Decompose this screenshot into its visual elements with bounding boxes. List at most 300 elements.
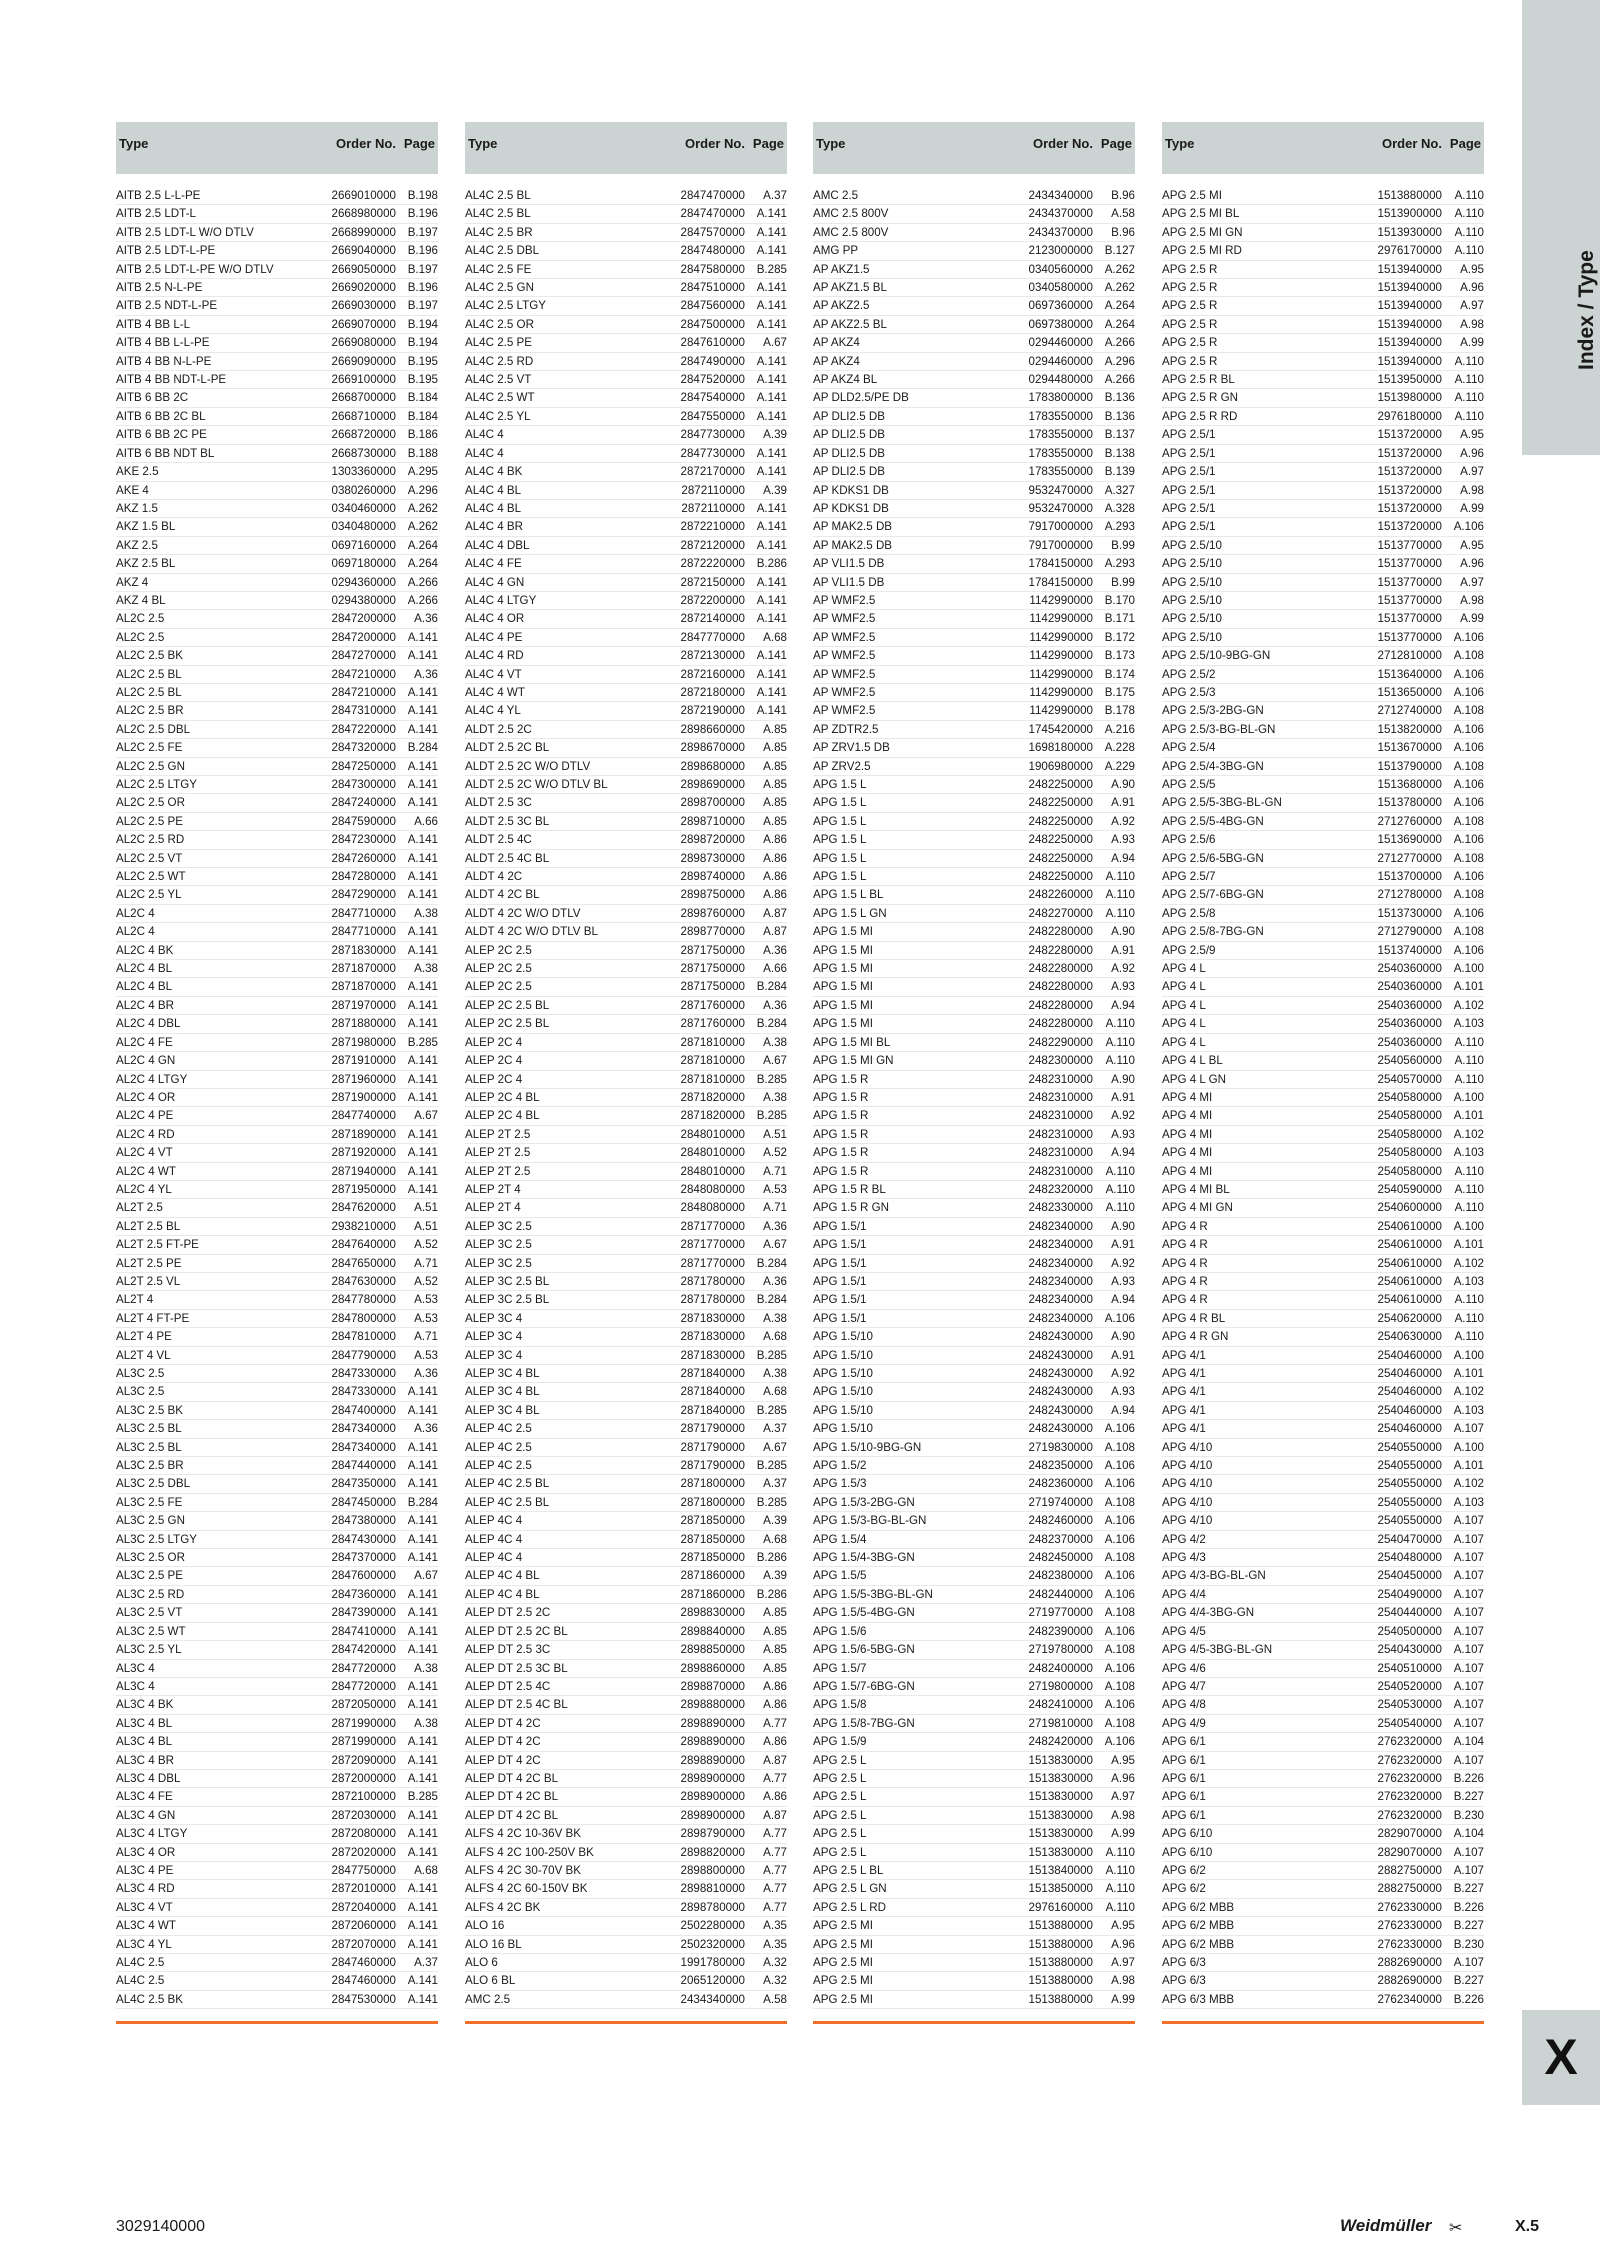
index-row bbox=[1162, 1788, 1484, 1806]
row-order-no: 2540550000 bbox=[1377, 1459, 1442, 1473]
row-order-no: 2669030000 bbox=[331, 299, 396, 313]
index-row bbox=[116, 205, 438, 223]
row-page: A.86 bbox=[763, 888, 787, 902]
row-order-no: 1513670000 bbox=[1377, 741, 1442, 755]
row-order-no: 1906980000 bbox=[1028, 759, 1093, 773]
row-order-no: 2434370000 bbox=[1028, 207, 1093, 221]
row-type: APG 4 L bbox=[1162, 998, 1206, 1012]
index-row bbox=[116, 242, 438, 260]
row-type: ALDT 2.5 2C bbox=[465, 722, 532, 736]
index-row bbox=[813, 831, 1135, 849]
index-row bbox=[813, 297, 1135, 315]
row-type: APG 2.5 MI bbox=[813, 1937, 873, 1951]
index-row bbox=[1162, 1439, 1484, 1457]
row-page: A.141 bbox=[407, 1900, 438, 1914]
index-row bbox=[465, 629, 787, 647]
row-order-no: 2668730000 bbox=[331, 446, 396, 460]
index-row bbox=[813, 408, 1135, 426]
row-order-no: 2719830000 bbox=[1028, 1440, 1093, 1454]
row-page: A.100 bbox=[1453, 1219, 1484, 1233]
row-type: ALEP 2C 4 BL bbox=[465, 1090, 540, 1104]
index-row bbox=[813, 1052, 1135, 1070]
row-page: B.197 bbox=[407, 262, 438, 276]
row-type: ALEP DT 4 2C BL bbox=[465, 1790, 559, 1804]
index-row bbox=[813, 1512, 1135, 1530]
row-page: A.68 bbox=[763, 630, 787, 644]
index-row bbox=[116, 1604, 438, 1622]
index-row bbox=[813, 279, 1135, 297]
row-order-no: 2540530000 bbox=[1377, 1698, 1442, 1712]
index-row bbox=[465, 831, 787, 849]
row-type: AL2C 4 LTGY bbox=[116, 1072, 188, 1086]
row-order-no: 2882690000 bbox=[1377, 1974, 1442, 1988]
row-order-no: 2482380000 bbox=[1028, 1569, 1093, 1583]
row-order-no: 2847790000 bbox=[331, 1348, 396, 1362]
brand-mark-icon: ✂ bbox=[1449, 2220, 1463, 2237]
row-page: A.99 bbox=[1111, 1827, 1135, 1841]
index-row bbox=[1162, 610, 1484, 628]
index-row bbox=[465, 1752, 787, 1770]
row-type: AL2C 4 BL bbox=[116, 980, 173, 994]
row-order-no: 2898770000 bbox=[680, 925, 745, 939]
row-page: A.101 bbox=[1453, 1238, 1484, 1252]
row-order-no: 2482430000 bbox=[1028, 1403, 1093, 1417]
row-type: ALEP DT 2.5 2C BL bbox=[465, 1624, 568, 1638]
index-row bbox=[1162, 187, 1484, 205]
row-page: A.110 bbox=[1454, 189, 1484, 202]
row-page: A.141 bbox=[407, 1514, 438, 1528]
row-page: A.37 bbox=[414, 1956, 438, 1969]
row-page: A.67 bbox=[763, 336, 787, 350]
row-order-no: 2976180000 bbox=[1377, 409, 1442, 423]
index-row bbox=[465, 997, 787, 1015]
index-row bbox=[465, 1439, 787, 1457]
footer-page-number: X.5 bbox=[1515, 2218, 1540, 2235]
index-row bbox=[116, 960, 438, 978]
row-type: AL3C 2.5 PE bbox=[116, 1569, 184, 1583]
index-row bbox=[1162, 1678, 1484, 1696]
row-order-no: 2847260000 bbox=[331, 851, 396, 865]
row-type: AP VLI1.5 DB bbox=[813, 557, 885, 571]
row-order-no: 2938210000 bbox=[331, 1219, 396, 1233]
row-type: AL2C 2.5 GN bbox=[116, 759, 185, 773]
row-order-no: 1513790000 bbox=[1377, 759, 1442, 773]
row-type: APG 2.5/3 bbox=[1162, 685, 1216, 699]
row-page: A.141 bbox=[756, 207, 787, 221]
index-row bbox=[1162, 1825, 1484, 1843]
row-type: AL2C 4 BR bbox=[116, 998, 174, 1012]
index-row bbox=[813, 1420, 1135, 1438]
row-order-no: 2502320000 bbox=[680, 1937, 745, 1951]
row-type: ALEP DT 4 2C bbox=[465, 1716, 541, 1730]
row-type: AL2C 4 DBL bbox=[116, 1017, 181, 1031]
row-type: APG 2.5 L bbox=[813, 1753, 867, 1767]
index-row bbox=[465, 739, 787, 757]
row-order-no: 2872200000 bbox=[680, 593, 745, 607]
row-page: A.71 bbox=[414, 1256, 438, 1270]
index-row bbox=[1162, 1420, 1484, 1438]
row-type: APG 2.5/1 bbox=[1162, 465, 1216, 479]
row-type: ALEP 2C 2.5 BL bbox=[465, 998, 550, 1012]
index-row bbox=[116, 1291, 438, 1309]
row-type: ALO 6 BL bbox=[465, 1974, 516, 1988]
index-row bbox=[116, 1954, 438, 1972]
row-type: AL2T 4 FT-PE bbox=[116, 1311, 190, 1325]
row-page: A.107 bbox=[1453, 1753, 1484, 1767]
row-order-no: 2482300000 bbox=[1028, 1054, 1093, 1068]
row-page: A.86 bbox=[763, 833, 787, 847]
row-order-no: 2434340000 bbox=[680, 1992, 745, 2006]
row-order-no: 1142990000 bbox=[1029, 704, 1093, 718]
row-type: AL4C 2.5 OR bbox=[465, 317, 534, 331]
index-row bbox=[465, 1586, 787, 1604]
row-type: AP WMF2.5 bbox=[813, 630, 876, 644]
row-type: AL4C 2.5 BK bbox=[116, 1992, 184, 2006]
row-page: A.35 bbox=[763, 1919, 787, 1933]
row-page: A.103 bbox=[1453, 1403, 1484, 1417]
row-type: AL4C 2.5 LTGY bbox=[465, 299, 546, 313]
row-page: A.141 bbox=[407, 1090, 438, 1104]
row-type: APG 2.5/1 bbox=[1162, 446, 1216, 460]
index-row bbox=[465, 555, 787, 573]
row-type: APG 4/10 bbox=[1162, 1477, 1213, 1491]
index-row bbox=[116, 224, 438, 242]
row-page: B.285 bbox=[407, 1035, 438, 1049]
index-row bbox=[465, 1144, 787, 1162]
row-page: A.67 bbox=[414, 1109, 438, 1123]
index-row bbox=[116, 1862, 438, 1880]
index-rows bbox=[813, 187, 1135, 2009]
row-order-no: 2847380000 bbox=[331, 1514, 396, 1528]
row-type: APG 1.5 R bbox=[813, 1127, 869, 1141]
row-page: A.92 bbox=[1111, 1256, 1135, 1270]
row-page: B.230 bbox=[1453, 1808, 1484, 1822]
row-order-no: 2540550000 bbox=[1377, 1477, 1442, 1491]
index-row bbox=[116, 1071, 438, 1089]
row-type: APG 1.5 L bbox=[813, 796, 867, 810]
row-order-no: 1142990000 bbox=[1029, 685, 1093, 699]
row-page: A.67 bbox=[414, 1569, 438, 1583]
row-order-no: 1513880000 bbox=[1377, 189, 1442, 202]
index-row bbox=[813, 242, 1135, 260]
header-page: Page bbox=[752, 136, 784, 151]
row-type: ALEP 3C 2.5 bbox=[465, 1238, 532, 1252]
row-order-no: 2829070000 bbox=[1377, 1845, 1442, 1859]
row-order-no: 1513770000 bbox=[1377, 538, 1442, 552]
row-page: A.141 bbox=[407, 1882, 438, 1896]
row-page: A.98 bbox=[1111, 1808, 1135, 1822]
index-row bbox=[813, 1954, 1135, 1972]
row-type: AL3C 2.5 BK bbox=[116, 1403, 184, 1417]
index-row bbox=[1162, 1218, 1484, 1236]
index-row bbox=[1162, 1494, 1484, 1512]
row-type: AL2C 4 GN bbox=[116, 1054, 176, 1068]
row-page: A.66 bbox=[414, 814, 438, 828]
row-type: AMC 2.5 bbox=[465, 1992, 511, 2006]
index-row bbox=[465, 1715, 787, 1733]
index-column-4 bbox=[1162, 122, 1484, 2009]
row-type: ALEP 2C 4 bbox=[465, 1035, 523, 1049]
row-type: AL2C 2.5 BR bbox=[116, 704, 184, 718]
row-page: B.186 bbox=[407, 428, 438, 442]
header-order-no: Order No. bbox=[1382, 136, 1442, 151]
row-page: A.39 bbox=[763, 1514, 787, 1528]
index-row bbox=[465, 1660, 787, 1678]
row-order-no: 2847450000 bbox=[331, 1495, 396, 1509]
row-type: AL4C 4 VT bbox=[465, 667, 522, 681]
row-page: B.194 bbox=[407, 317, 438, 331]
row-page: A.327 bbox=[1104, 483, 1135, 497]
index-row bbox=[813, 353, 1135, 371]
row-type: AL2C 4 PE bbox=[116, 1109, 174, 1123]
row-page: A.141 bbox=[407, 1937, 438, 1951]
index-row bbox=[1162, 647, 1484, 665]
row-order-no: 2847300000 bbox=[331, 778, 396, 791]
row-page: A.53 bbox=[414, 1311, 438, 1325]
index-row bbox=[813, 389, 1135, 407]
row-type: AL4C 2.5 VT bbox=[465, 373, 532, 387]
row-type: ALEP 2C 4 bbox=[465, 1072, 523, 1086]
row-order-no: 2847330000 bbox=[331, 1385, 396, 1399]
row-order-no: 2872110000 bbox=[681, 501, 745, 515]
row-type: AL3C 4 DBL bbox=[116, 1771, 181, 1785]
row-type: ALDT 2.5 2C BL bbox=[465, 741, 550, 755]
index-row bbox=[116, 463, 438, 481]
row-order-no: 2540580000 bbox=[1377, 1164, 1442, 1178]
row-type: AITB 6 BB 2C PE bbox=[116, 428, 207, 442]
row-order-no: 2482310000 bbox=[1028, 1146, 1093, 1160]
index-row bbox=[116, 1181, 438, 1199]
header-order-no: Order No. bbox=[685, 136, 745, 151]
row-page: A.141 bbox=[407, 1992, 438, 2006]
row-order-no: 2847210000 bbox=[331, 685, 396, 699]
row-type: ALEP DT 2.5 3C bbox=[465, 1643, 551, 1657]
row-page: A.107 bbox=[1453, 1845, 1484, 1859]
row-order-no: 1142990000 bbox=[1029, 593, 1093, 607]
row-order-no: 2482460000 bbox=[1028, 1514, 1093, 1528]
row-type: AL2C 4 YL bbox=[116, 1182, 172, 1196]
index-row bbox=[813, 1788, 1135, 1806]
row-order-no: 2712770000 bbox=[1377, 851, 1442, 865]
row-page: A.141 bbox=[407, 778, 438, 791]
index-column-1 bbox=[116, 122, 438, 2009]
index-row bbox=[116, 1494, 438, 1512]
row-type: APG 1.5 MI bbox=[813, 943, 873, 957]
index-row bbox=[1162, 923, 1484, 941]
row-order-no: 2719800000 bbox=[1028, 1679, 1093, 1693]
row-type: APG 2.5/5-3BG-BL-GN bbox=[1162, 796, 1282, 810]
row-page: A.108 bbox=[1104, 1679, 1135, 1693]
index-row bbox=[465, 1899, 787, 1917]
row-type: APG 1.5/5-3BG-BL-GN bbox=[813, 1587, 933, 1601]
row-page: A.141 bbox=[407, 1164, 438, 1178]
row-order-no: 1513830000 bbox=[1028, 1827, 1093, 1841]
row-type: ALEP DT 2.5 4C bbox=[465, 1679, 551, 1693]
row-order-no: 2762340000 bbox=[1377, 1992, 1442, 2006]
row-order-no: 1513770000 bbox=[1377, 557, 1442, 571]
row-order-no: 2847620000 bbox=[331, 1201, 396, 1215]
index-row bbox=[1162, 739, 1484, 757]
row-type: APG 1.5/7 bbox=[813, 1661, 867, 1675]
row-type: ALEP 4C 2.5 BL bbox=[465, 1495, 550, 1509]
row-order-no: 2762320000 bbox=[1377, 1753, 1442, 1767]
row-order-no: 2872010000 bbox=[331, 1882, 396, 1896]
row-order-no: 2847250000 bbox=[331, 759, 396, 773]
row-page: A.266 bbox=[407, 575, 438, 589]
row-order-no: 1513880000 bbox=[1028, 1937, 1093, 1951]
row-type: AKE 4 bbox=[116, 483, 149, 497]
row-order-no: 2540540000 bbox=[1377, 1716, 1442, 1730]
row-order-no: 0340480000 bbox=[331, 520, 396, 534]
row-page: A.53 bbox=[414, 1348, 438, 1362]
row-type: APG 4 MI bbox=[1162, 1146, 1213, 1160]
index-row bbox=[813, 721, 1135, 739]
row-type: AL3C 4 PE bbox=[116, 1863, 174, 1877]
row-type: APG 6/2 MBB bbox=[1162, 1937, 1235, 1951]
row-type: ALEP DT 2.5 3C BL bbox=[465, 1661, 568, 1675]
row-order-no: 1513940000 bbox=[1377, 354, 1442, 368]
row-page: A.77 bbox=[763, 1863, 787, 1877]
row-order-no: 2482280000 bbox=[1028, 925, 1093, 939]
index-row bbox=[1162, 1347, 1484, 1365]
row-page: A.87 bbox=[763, 925, 787, 939]
row-order-no: 2871850000 bbox=[680, 1532, 745, 1546]
row-page: A.141 bbox=[407, 1072, 438, 1086]
row-page: A.37 bbox=[763, 189, 787, 202]
row-order-no: 1513900000 bbox=[1377, 207, 1442, 221]
index-row bbox=[116, 850, 438, 868]
row-type: ALO 6 bbox=[465, 1956, 498, 1969]
row-type: APG 6/2 MBB bbox=[1162, 1900, 1235, 1914]
row-order-no: 1513720000 bbox=[1377, 446, 1442, 460]
row-order-no: 2872170000 bbox=[680, 465, 745, 479]
row-type: ALEP 4C 2.5 bbox=[465, 1440, 532, 1454]
index-row bbox=[813, 1199, 1135, 1217]
row-type: ALEP 3C 4 BL bbox=[465, 1403, 540, 1417]
row-page: B.171 bbox=[1104, 612, 1135, 626]
row-order-no: 1513940000 bbox=[1377, 281, 1442, 295]
row-type: AL4C 4 YL bbox=[465, 704, 521, 718]
index-row bbox=[1162, 794, 1484, 812]
row-page: A.96 bbox=[1111, 1771, 1135, 1785]
index-row bbox=[813, 371, 1135, 389]
index-row bbox=[1162, 1567, 1484, 1585]
index-row bbox=[813, 868, 1135, 886]
row-page: A.141 bbox=[756, 612, 787, 626]
row-page: B.285 bbox=[756, 1495, 787, 1509]
row-type: APG 2.5 R bbox=[1162, 336, 1218, 350]
row-page: A.90 bbox=[1111, 925, 1135, 939]
index-row bbox=[813, 850, 1135, 868]
row-page: A.85 bbox=[763, 1661, 787, 1675]
row-type: AL3C 2.5 RD bbox=[116, 1587, 185, 1601]
row-order-no: 2898900000 bbox=[680, 1808, 745, 1822]
index-row bbox=[465, 389, 787, 407]
row-type: APG 4/9 bbox=[1162, 1716, 1206, 1730]
row-type: APG 2.5/5-4BG-GN bbox=[1162, 814, 1264, 828]
row-type: AL3C 4 GN bbox=[116, 1808, 176, 1822]
row-page: A.95 bbox=[1460, 538, 1484, 552]
row-page: A.141 bbox=[407, 704, 438, 718]
row-type: APG 6/3 bbox=[1162, 1974, 1206, 1988]
row-page: A.103 bbox=[1453, 1017, 1484, 1031]
row-type: APG 4 R bbox=[1162, 1256, 1208, 1270]
row-order-no: 2847420000 bbox=[331, 1643, 396, 1657]
row-type: APG 2.5/10 bbox=[1162, 630, 1222, 644]
row-page: A.90 bbox=[1111, 1219, 1135, 1233]
row-order-no: 2847470000 bbox=[680, 189, 745, 202]
row-type: AP WMF2.5 bbox=[813, 704, 876, 718]
index-row bbox=[1162, 1972, 1484, 1990]
row-page: A.141 bbox=[407, 925, 438, 939]
row-order-no: 2871810000 bbox=[680, 1054, 745, 1068]
row-order-no: 1698180000 bbox=[1028, 741, 1093, 755]
row-page: A.106 bbox=[1104, 1532, 1135, 1546]
row-order-no: 2871990000 bbox=[331, 1735, 396, 1749]
row-type: APG 1.5/1 bbox=[813, 1274, 867, 1288]
row-order-no: 2540460000 bbox=[1377, 1403, 1442, 1417]
row-page: B.285 bbox=[756, 1109, 787, 1123]
row-page: B.227 bbox=[1453, 1974, 1484, 1988]
row-type: APG 1.5 L bbox=[813, 778, 867, 791]
row-type: AL3C 2.5 YL bbox=[116, 1643, 182, 1657]
index-row bbox=[116, 1936, 438, 1954]
row-type: APG 2.5/1 bbox=[1162, 520, 1216, 534]
row-order-no: 2872030000 bbox=[331, 1808, 396, 1822]
index-row bbox=[465, 721, 787, 739]
index-row bbox=[813, 1862, 1135, 1880]
row-type: AP AKZ4 bbox=[813, 336, 860, 350]
row-order-no: 2540360000 bbox=[1377, 1017, 1442, 1031]
row-order-no: 2847200000 bbox=[331, 630, 396, 644]
index-row bbox=[813, 1917, 1135, 1935]
row-order-no: 2847480000 bbox=[680, 244, 745, 258]
index-row bbox=[813, 205, 1135, 223]
row-order-no: 2847720000 bbox=[331, 1661, 396, 1675]
index-row bbox=[1162, 1807, 1484, 1825]
row-page: A.97 bbox=[1111, 1790, 1135, 1804]
index-row bbox=[1162, 868, 1484, 886]
index-row bbox=[116, 1126, 438, 1144]
row-type: AP ZRV1.5 DB bbox=[813, 741, 890, 755]
row-type: APG 6/2 bbox=[1162, 1882, 1206, 1896]
row-type: AL3C 2.5 LTGY bbox=[116, 1532, 197, 1546]
index-row bbox=[116, 1660, 438, 1678]
index-row bbox=[116, 389, 438, 407]
index-row bbox=[1162, 1475, 1484, 1493]
row-type: ALEP 2T 2.5 bbox=[465, 1127, 531, 1141]
index-row bbox=[813, 1107, 1135, 1125]
row-order-no: 2871820000 bbox=[680, 1090, 745, 1104]
row-type: AL2C 2.5 LTGY bbox=[116, 778, 197, 791]
index-row bbox=[813, 1494, 1135, 1512]
row-order-no: 2482310000 bbox=[1028, 1090, 1093, 1104]
row-page: A.229 bbox=[1104, 759, 1135, 773]
row-page: A.141 bbox=[756, 520, 787, 534]
index-row bbox=[116, 1715, 438, 1733]
row-page: A.86 bbox=[763, 851, 787, 865]
row-type: AL2C 2.5 bbox=[116, 612, 165, 626]
index-row bbox=[1162, 334, 1484, 352]
row-order-no: 1513880000 bbox=[1028, 1974, 1093, 1988]
row-order-no: 2976170000 bbox=[1377, 244, 1442, 258]
row-page: A.141 bbox=[407, 851, 438, 865]
row-order-no: 2719770000 bbox=[1028, 1606, 1093, 1620]
index-row bbox=[813, 1310, 1135, 1328]
row-order-no: 2871780000 bbox=[680, 1274, 745, 1288]
column-header bbox=[813, 122, 1135, 174]
column-header bbox=[116, 122, 438, 174]
